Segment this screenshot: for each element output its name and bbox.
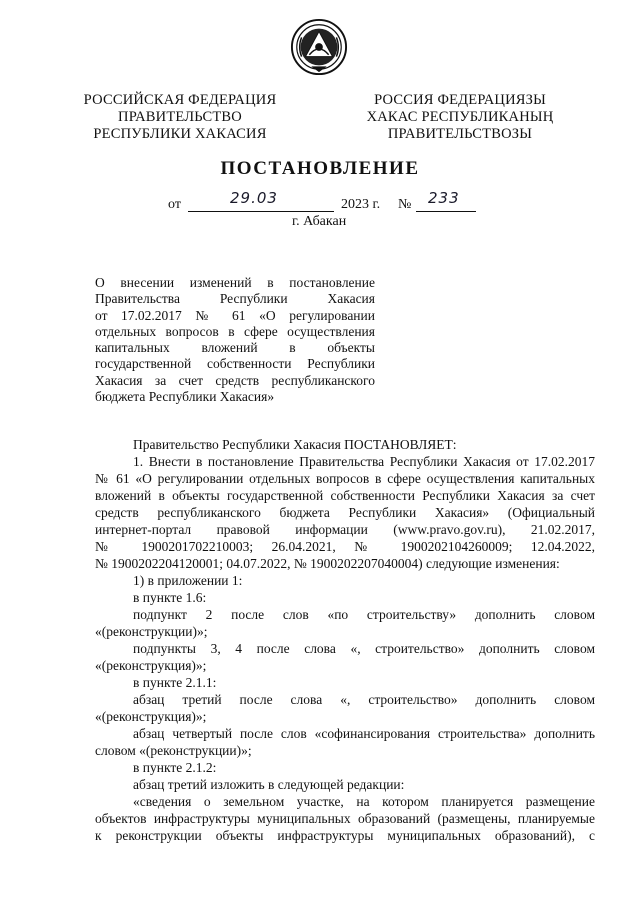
year-label: 2023 г. [341,197,381,212]
body-line: словом «(реконструкции)»; [95,743,252,758]
date-line [0,189,640,215]
body-line: абзац четвертый после слов «софинансирования строительства» дополнить [133,726,595,741]
subject-line: Правительства Республики Хакасия [95,291,375,307]
handwritten-number: 233 [428,189,460,207]
body-line: в пункте 1.6: [133,590,207,605]
date-field [188,189,334,212]
body-line: в пункте 2.1.1: [133,675,217,690]
subject-line: от 17.02.2017 № 61 «О регулировании [95,307,375,323]
body-line: подпункт 2 после слов «по строительству» дополнить словом [133,607,595,622]
body-line: 1. Внести в постановление Правительства Республики Хакасия от 17.02.2017 [133,454,595,469]
header-left-line: ПРАВИТЕЛЬСТВО [118,109,242,125]
subject-line: О внесении изменений в постановление [95,275,375,290]
body-line: средств республиканского бюджета Республики Хакасия» (Официальный [95,505,595,520]
number-sign: № [398,197,412,212]
body-line: № 61 «О регулировании отдельных вопросов в сфере осуществления капитальных [95,471,595,486]
subject-line: государственной собственности Республики [95,356,375,372]
number-field [416,189,476,212]
body-line: вложений в объекты государственной собственности Республики Хакасия за счет [95,488,595,503]
body-line: «(реконструкция)»; [95,658,207,673]
body-line: в пункте 2.1.2: [133,760,217,775]
body-line: интернет-портал правовой информации (www.pravo.gov.ru), 21.02.2017, [95,522,595,537]
subject-block [95,275,375,405]
header-right-line: ХАКАС РЕСПУБЛИКАНЫҢ [366,109,554,125]
subject-line: Хакасия за счет средств республиканского [95,372,375,388]
subject-line: капитальных вложений в объекты [95,340,375,356]
header-right-line: ПРАВИТЕЛЬСТВОЗЫ [387,126,533,142]
coat-of-arms-emblem [290,18,348,76]
city-label: г. Абакан [292,214,347,229]
subject-line: бюджета Республики Хакасия» [95,389,275,405]
date-prefix: от [168,197,181,212]
header-right [345,92,575,143]
body-line: «(реконструкции)»; [95,624,208,639]
subject-line: отдельных вопросов в сфере осуществления [95,323,375,339]
body-line: абзац третий после слова «, строительство» дополнить словом [133,692,595,707]
body-line: объектов инфраструктуры муниципальных образований (размещены, планируемые [95,811,595,826]
body-line: 1) в приложении 1: [133,573,243,588]
body-text [95,436,595,844]
body-line: абзац третий изложить в следующей редакции: [133,777,405,792]
header-left [70,92,290,143]
body-line: «(реконструкция)»; [95,709,207,724]
body-line: подпункты 3, 4 после слова «, строительство» дополнить словом [133,641,595,656]
body-line: «сведения о земельном участке, на котором планируется размещение [133,794,595,809]
body-line: к реконструкции объекты инфраструктуры муниципальных образований), с [95,828,595,843]
document-title: ПОСТАНОВЛЕНИЕ [220,158,420,179]
header-right-line: РОССИЯ ФЕДЕРАЦИЯЗЫ [374,92,546,108]
header-left-line: РЕСПУБЛИКИ ХАКАСИЯ [93,126,267,142]
handwritten-date: 29.03 [230,189,278,207]
body-line: Правительство Республики Хакасия ПОСТАНОВЛЯЕТ: [133,437,457,452]
body-line: № 1900201702210003; 26.04.2021, № 1900202104260009; 12.04.2022, [95,539,595,554]
body-line: № 1900202204120001; 04.07.2022, № 1900202207040004) следующие изменения: [95,556,560,571]
header-left-line: РОССИЙСКАЯ ФЕДЕРАЦИЯ [83,92,277,108]
